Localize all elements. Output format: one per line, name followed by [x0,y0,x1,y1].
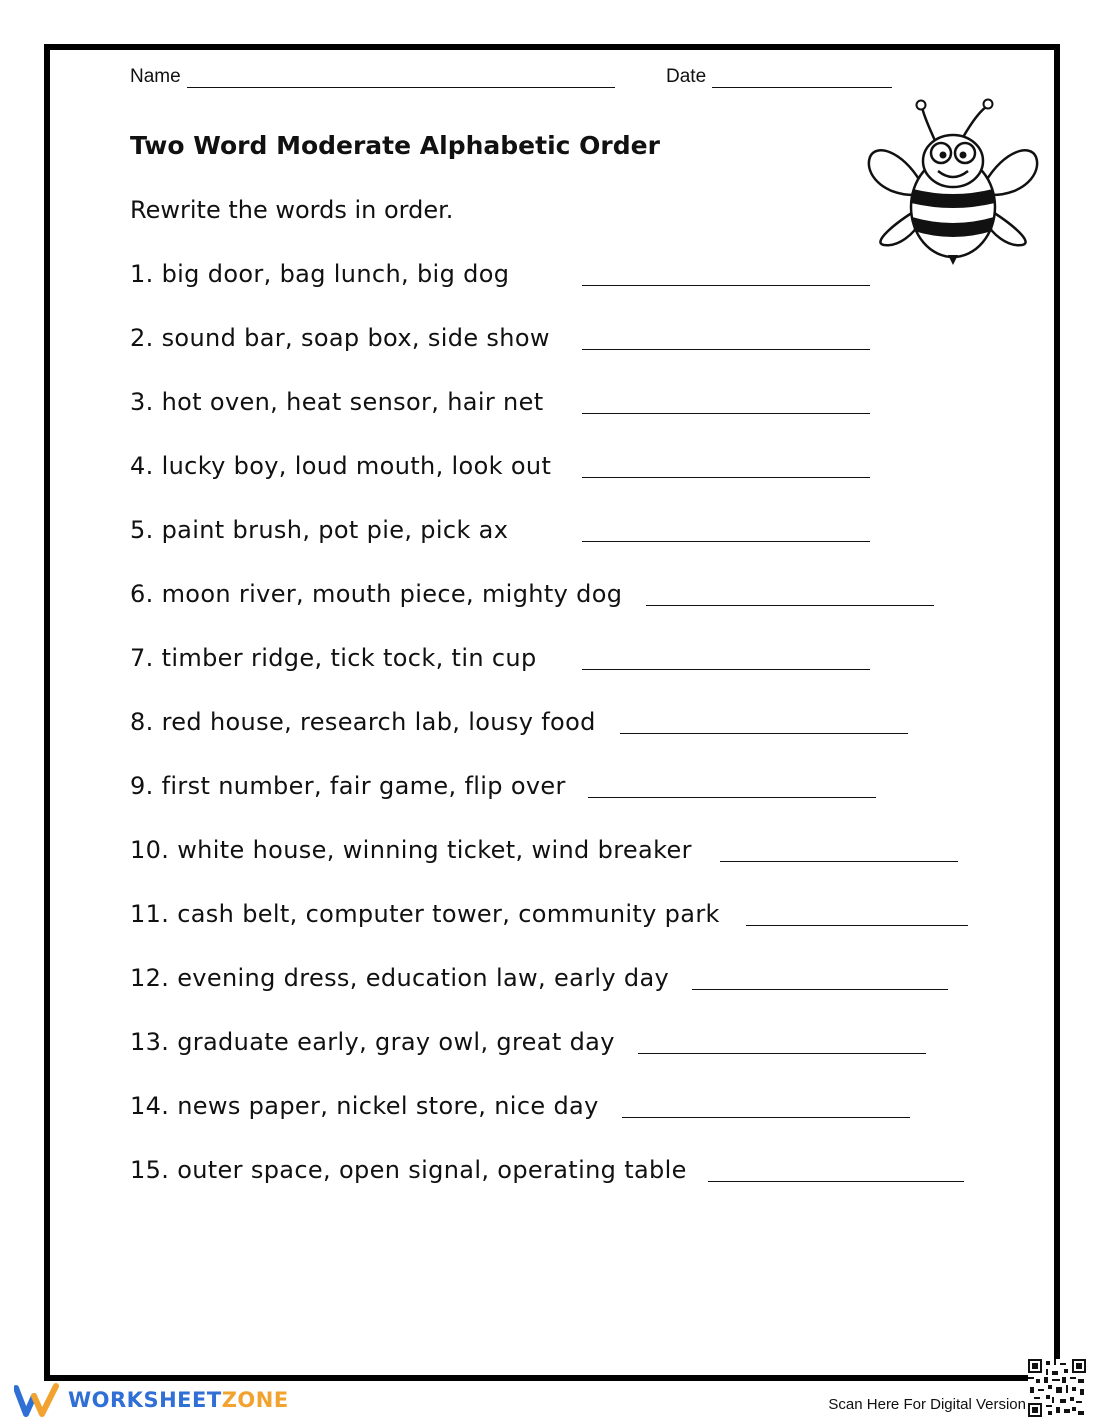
question-text: 1. big door, bag lunch, big dog [130,260,510,288]
page-title: Two Word Moderate Alphabetic Order [130,131,660,160]
answer-line[interactable] [582,541,870,542]
question-text: 7. timber ridge, tick tock, tin cup [130,644,537,672]
question-item [130,642,537,674]
name-label: Name [130,66,181,87]
question-text: 10. white house, winning ticket, wind breaker [130,836,692,864]
question-item [130,706,596,738]
question-item [130,578,622,610]
answer-line[interactable] [622,1117,910,1118]
answer-line[interactable] [692,989,948,990]
question-text: 3. hot oven, heat sensor, hair net [130,388,544,416]
answer-line[interactable] [582,413,870,414]
name-row [130,66,615,88]
instructions: Rewrite the words in order. [130,196,454,224]
answer-line[interactable] [646,605,934,606]
answer-line[interactable] [638,1053,926,1054]
question-text: 5. paint brush, pot pie, pick ax [130,516,509,544]
answer-line[interactable] [582,349,870,350]
question-item [130,322,550,354]
answer-line[interactable] [708,1181,964,1182]
question-text: 12. evening dress, education law, early day [130,964,670,992]
worksheetzone-logo-icon [14,1382,62,1418]
question-item [130,834,692,866]
answer-line[interactable] [588,797,876,798]
answer-line[interactable] [620,733,908,734]
date-field[interactable] [712,67,892,88]
answer-line[interactable] [582,477,870,478]
question-item [130,386,543,418]
answer-line[interactable] [720,861,958,862]
question-item [130,1154,687,1186]
logo-text-zone: ZONE [221,1388,289,1412]
question-text: 15. outer space, open signal, operating table [130,1156,687,1184]
answer-line[interactable] [582,285,870,286]
question-text: 4. lucky boy, loud mouth, look out [130,452,552,480]
date-label: Date [666,66,707,87]
question-item [130,898,720,930]
answer-line[interactable] [746,925,968,926]
question-text: 9. first number, fair game, flip over [130,772,566,800]
scan-instruction: Scan Here For Digital Version [828,1396,1026,1413]
question-text: 8. red house, research lab, lousy food [130,708,596,736]
bee-illustration [862,95,1044,267]
question-text: 6. moon river, mouth piece, mighty dog [130,580,623,608]
question-item [130,962,669,994]
question-item [130,514,508,546]
question-item [130,1090,599,1122]
answer-line[interactable] [582,669,870,670]
question-item [130,770,566,802]
date-row [666,66,892,88]
question-text: 14. news paper, nickel store, nice day [130,1092,599,1120]
question-item [130,1026,615,1058]
question-text: 11. cash belt, computer tower, community park [130,900,720,928]
qr-code-icon[interactable] [1028,1359,1086,1417]
question-text: 2. sound bar, soap box, side show [130,324,550,352]
question-item [130,258,509,290]
question-item [130,450,551,482]
logo-text-worksheet: WORKSHEET [68,1388,222,1412]
logo-text [68,1388,289,1412]
question-text: 13. graduate early, gray owl, great day [130,1028,615,1056]
name-field[interactable] [187,67,615,88]
worksheetzone-logo[interactable] [14,1382,289,1418]
